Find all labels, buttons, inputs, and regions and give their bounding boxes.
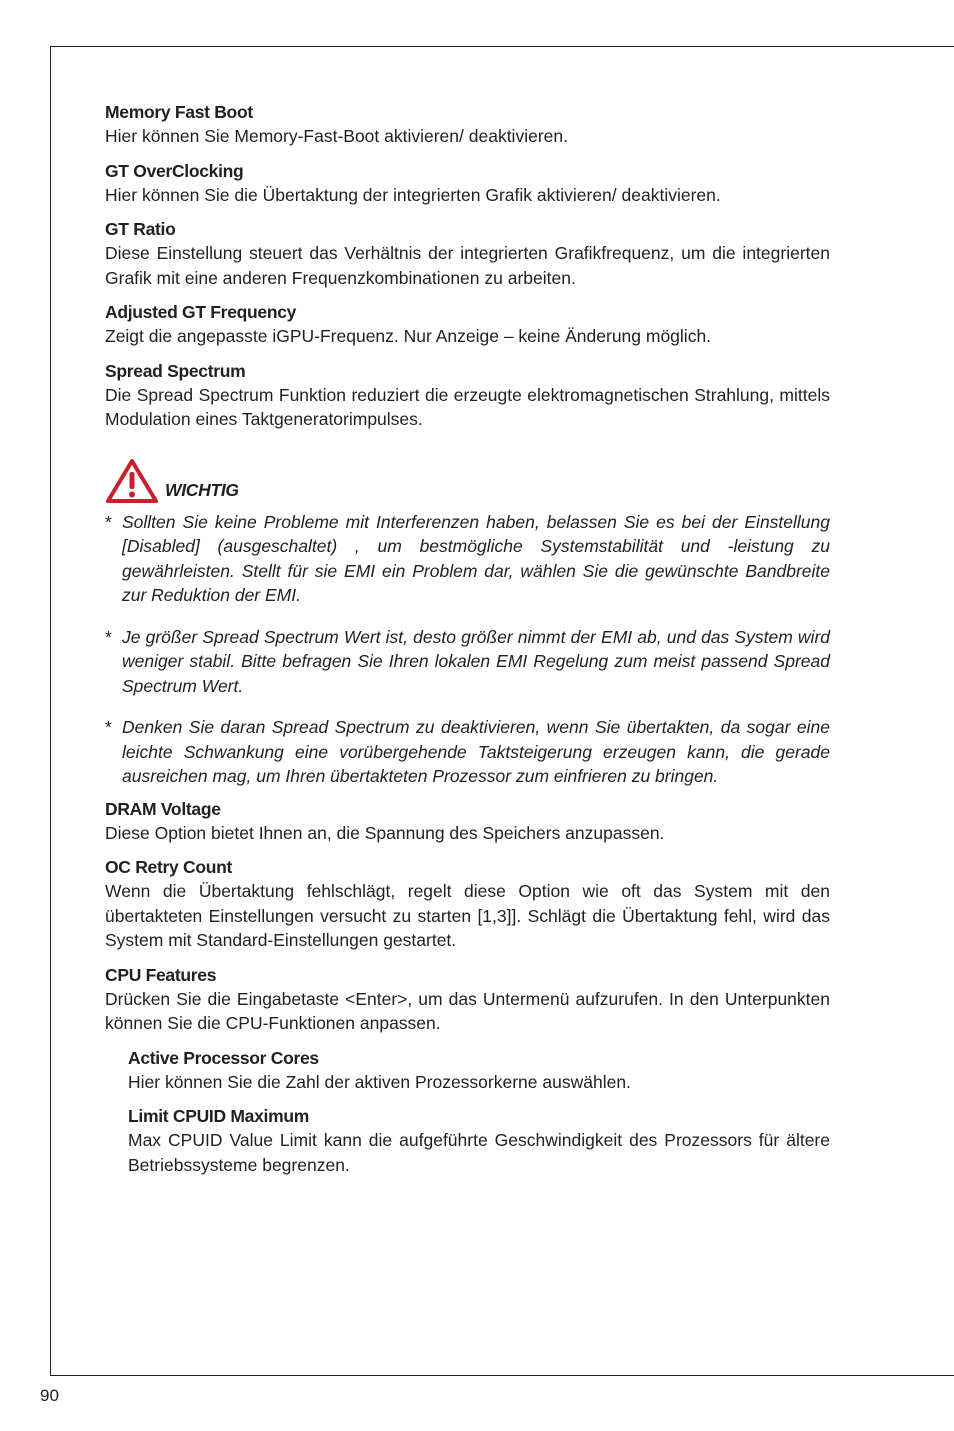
section-memory-fast-boot (105, 100, 830, 149)
important-header (105, 456, 830, 504)
section-spread-spectrum (105, 359, 830, 432)
subsection-limit-cpuid-maximum (128, 1104, 830, 1177)
section-heading: DRAM Voltage (105, 798, 221, 819)
note-text: Je größer Spread Spectrum Wert ist, desto größer nimmt der EMI ab, und das System wird weniger stabil. Bitte befragen Sie Ihren lokalen EMI Regelung zum meist passend Spread Spectrum Wert. (122, 626, 830, 696)
section-body: Hier können Sie die Übertaktung der integrierten Grafik aktivieren/ deaktivieren. (105, 184, 721, 205)
important-label: WICHTIG (165, 479, 239, 500)
warning-triangle-icon (105, 458, 159, 504)
note-bullet: * (105, 511, 112, 532)
section-body: Diese Einstellung steuert das Verhältnis der integrierten Grafikfrequenz, um die integrierten Grafik mit eine anderen Frequenzkombinationen zu arbeiten. (105, 243, 830, 288)
page-frame-top-rule (50, 46, 954, 47)
important-note (105, 510, 830, 608)
page-content (105, 100, 830, 1187)
section-body: Hier können Sie Memory-Fast-Boot aktivieren/ deaktivieren. (105, 126, 568, 146)
section-heading: Spread Spectrum (105, 360, 246, 381)
important-note (105, 715, 830, 789)
important-note (105, 625, 830, 699)
note-bullet: * (105, 717, 112, 737)
section-heading: GT OverClocking (105, 160, 244, 181)
section-body: Zeigt die angepasste iGPU-Frequenz. Nur Anzeige – keine Änderung möglich. (105, 326, 712, 346)
subsection-heading: Active Processor Cores (128, 1047, 319, 1068)
section-cpu-features (105, 963, 830, 1036)
section-body: Die Spread Spectrum Funktion reduziert die erzeugte elektromagnetischen Strahlung, mittels Modulation eines Taktgeneratorimpulses. (105, 384, 830, 429)
subsection-body: Hier können Sie die Zahl der aktiven Prozessorkerne auswählen. (128, 1071, 631, 1092)
section-body: Drücken Sie die Eingabetaste <Enter>, um das Untermenü aufzurufen. In den Unterpunkten können Sie die CPU-Funktionen anpassen. (105, 988, 830, 1033)
section-gt-overclocking (105, 159, 830, 208)
section-heading: Memory Fast Boot (105, 102, 253, 122)
note-text: Sollten Sie keine Probleme mit Interferenzen haben, belassen Sie es bei der Einstellung [Disabled] (ausgeschaltet) , um bestmögliche Systemstabilität und -leistung zu gewährleisten. Stellt für sie EMI ein Problem dar, wählen Sie die gewünschte Bandbreite zur Reduktion der EMI. (122, 511, 830, 605)
section-heading: CPU Features (105, 964, 217, 985)
subsection-heading: Limit CPUID Maximum (128, 1106, 309, 1126)
section-dram-voltage (105, 797, 830, 846)
section-heading: Adjusted GT Frequency (105, 302, 297, 322)
page-number: 90 (40, 1386, 59, 1405)
section-oc-retry-count (105, 855, 830, 953)
section-heading: GT Ratio (105, 219, 176, 239)
section-gt-ratio (105, 217, 830, 290)
note-text: Denken Sie daran Spread Spectrum zu deaktivieren, wenn Sie übertakten, da sogar eine leichte Schwankung eine vorübergehende Taktsteigerung erzeugen kann, die gerade ausreichen mag, um Ihren übertakteten Prozessor zum einfrieren zu bringen. (122, 717, 830, 786)
section-body: Wenn die Übertaktung fehlschlägt, regelt diese Option wie oft das System mit den übertakteten Einstellungen versucht zu starten [1,3]]. Schlägt die Übertaktung fehl, wird das System mit Standard-Einstellungen gestartet. (105, 881, 830, 950)
section-body: Diese Option bietet Ihnen an, die Spannung des Speichers anzupassen. (105, 822, 665, 843)
section-adjusted-gt-frequency (105, 300, 830, 349)
page-frame-left-rule (50, 46, 51, 1375)
subsection-body: Max CPUID Value Limit kann die aufgeführte Geschwindigkeit des Prozessors für ältere Betriebssysteme begrenzen. (128, 1130, 830, 1175)
page-frame-bottom-rule (50, 1375, 954, 1376)
important-notice (105, 456, 830, 789)
section-heading: OC Retry Count (105, 857, 233, 877)
subsection-active-processor-cores (128, 1046, 830, 1095)
note-bullet: * (105, 626, 112, 647)
